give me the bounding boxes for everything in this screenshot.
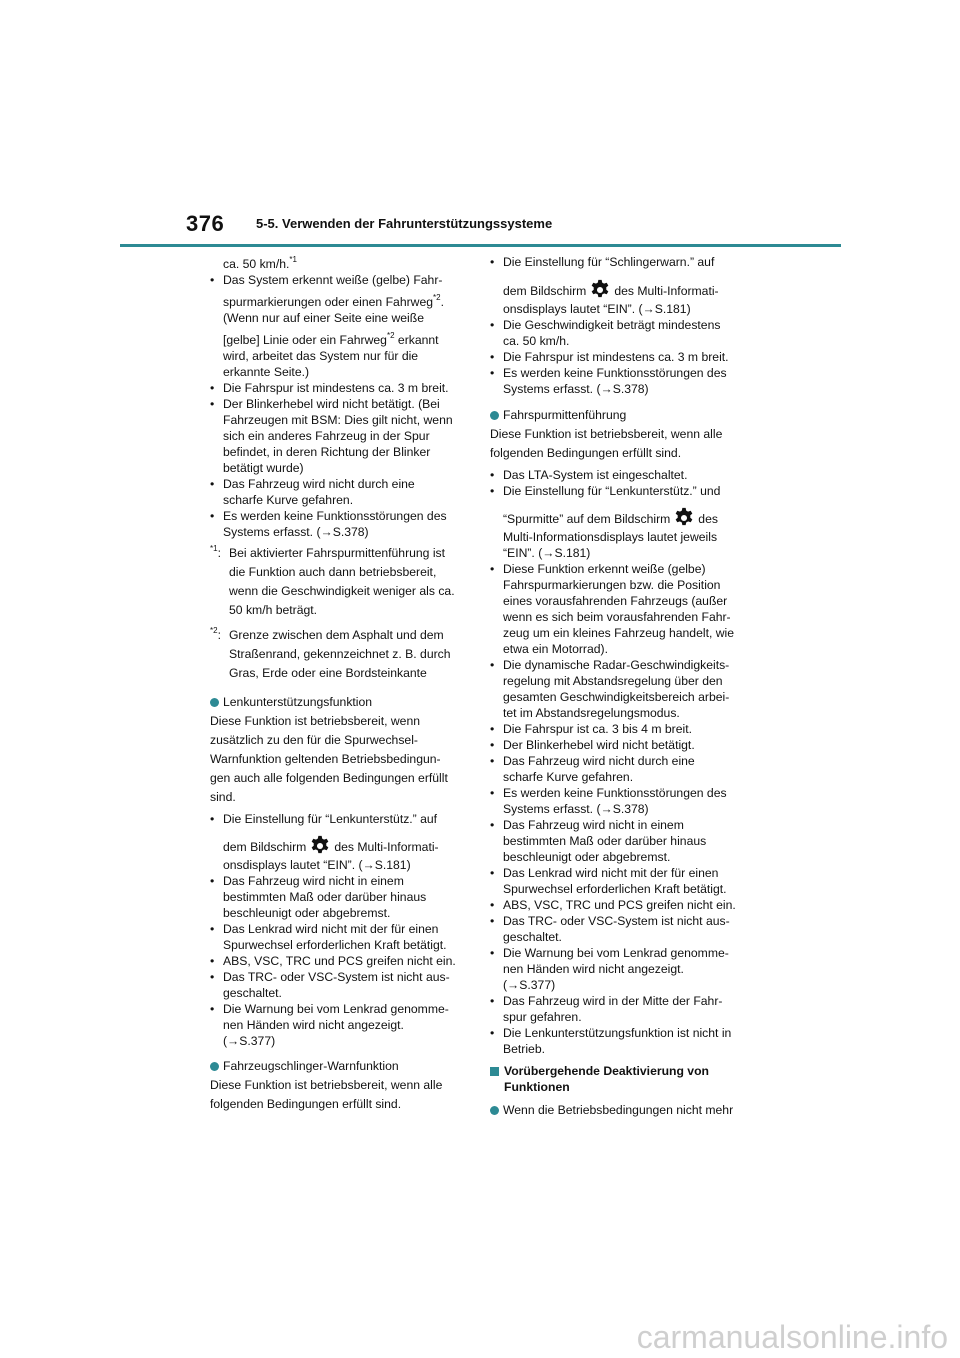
text-line: zeug um ein kleines Fahrzeug handelt, wie	[503, 626, 735, 640]
text-line: geschaltet.	[503, 930, 562, 944]
text-line: tet im Abstandsregelungsmodus.	[503, 706, 680, 720]
text-line: onsdisplays lautet “EIN”. (→S.181)	[223, 858, 411, 872]
subsection-heading: Wenn die Betriebsbedingungen nicht mehr	[490, 1101, 760, 1120]
paragraph-line: gen auch alle folgenden Bedingungen erfüllt	[210, 771, 448, 785]
text-line: [gelbe] Linie oder ein Fahrweg$^{*2}$ erkannt	[223, 331, 439, 347]
text-line: bestimmten Maß oder darüber hinaus	[503, 834, 707, 848]
list-item: • Das TRC- oder VSC-System ist nicht aus-	[490, 914, 730, 928]
list-item: • Das Fahrzeug wird nicht durch eine	[490, 754, 695, 768]
text-line: erkannte Seite.)	[223, 365, 310, 379]
list-item: • Das Lenkrad wird nicht mit der für einen	[490, 866, 719, 880]
list-item: • Das LTA-System ist eingeschaltet.	[490, 468, 688, 482]
text-line: nen Händen wird nicht angezeigt.	[503, 962, 684, 976]
footnote-line: Straßenrand, gekennzeichnet z. B. durch	[229, 647, 451, 661]
subsection-heading: Fahrzeugschlinger-Warnfunktion	[210, 1057, 472, 1076]
footnote-line: $^{*1}$: Bei aktivierter Fahrspurmittenführung ist	[210, 544, 446, 560]
list-item: • Die Warnung bei vom Lenkrad genomme-	[210, 1002, 449, 1016]
list-item: • Die Einstellung für “Schlingerwarn.” auf	[490, 255, 715, 269]
footnote-line: wenn die Geschwindigkeit weniger als ca.	[229, 584, 455, 598]
paragraph-line: Diese Funktion ist betriebsbereit, wenn alle	[490, 427, 723, 441]
text-line: scharfe Kurve gefahren.	[223, 493, 354, 507]
text-line: (→S.377)	[503, 978, 556, 992]
paragraph-line: folgenden Bedingungen erfüllt sind.	[490, 446, 682, 460]
text-line: dem Bildschirm des Multi-Informati-	[210, 835, 472, 857]
text-line: dem Bildschirm des Multi-Informati-	[490, 279, 760, 301]
text-line: befindet, in deren Richtung der Blinker	[223, 445, 431, 459]
gear-icon	[309, 835, 331, 857]
circle-bullet-icon	[490, 411, 499, 420]
list-item: • Das TRC- oder VSC-System ist nicht aus-	[210, 970, 450, 984]
footnote-2	[210, 626, 472, 683]
list-item: • Die Fahrspur ist mindestens ca. 3 m breit.	[210, 381, 449, 395]
circle-bullet-icon	[490, 1106, 499, 1115]
text-line: etwa ein Motorrad).	[503, 642, 608, 656]
circle-bullet-icon	[210, 698, 219, 707]
text-line: “EIN”. (→S.181)	[503, 546, 591, 560]
text-line: wenn es sich beim vorausfahrenden Fahr-	[503, 610, 731, 624]
footnote-line: 50 km/h beträgt.	[229, 603, 318, 617]
text-line: geschaltet.	[223, 986, 282, 1000]
list-item: • Es werden keine Funktionsstörungen des	[210, 509, 447, 523]
text-line: eines vorausfahrenden Fahrzeugs (außer	[503, 594, 728, 608]
list-item: • ABS, VSC, TRC und PCS greifen nicht ein.	[210, 954, 456, 968]
list-item: • Das Fahrzeug wird nicht in einem	[490, 818, 684, 832]
text-line: nen Händen wird nicht angezeigt.	[223, 1018, 404, 1032]
text-line: wird, arbeitet das System nur für die	[223, 349, 419, 363]
text-line: Spurwechsel erforderlichen Kraft betätigt.	[503, 882, 727, 896]
header-divider	[120, 244, 841, 247]
list-item: • Es werden keine Funktionsstörungen des	[490, 366, 727, 380]
text-line: Systems erfasst. (→S.378)	[223, 525, 369, 539]
text-line: Multi-Informationsdisplays lautet jeweils	[503, 530, 718, 544]
list-item: • ABS, VSC, TRC und PCS greifen nicht ein.	[490, 898, 736, 912]
list-item: • Das System erkennt weiße (gelbe) Fahr-	[210, 273, 443, 287]
right-column	[490, 254, 760, 1120]
text-line: ca. 50 km/h.$^{*1}$	[223, 255, 297, 271]
text-line: spur gefahren.	[503, 1010, 582, 1024]
footnote-line: die Funktion auch dann betriebsbereit,	[229, 565, 437, 579]
footnote-line: $^{*2}$: Grenze zwischen dem Asphalt und dem	[210, 626, 444, 642]
list-item: • Die Einstellung für “Lenkunterstütz.” auf	[210, 812, 438, 826]
text-line: gesamten Geschwindigkeitsbereich arbei-	[503, 690, 730, 704]
footnote-1	[210, 544, 472, 620]
list-item: • Der Blinkerhebel wird nicht betätigt. (Bei	[210, 397, 440, 411]
text-line: Fahrzeugen mit BSM: Dies gilt nicht, wenn	[223, 413, 453, 427]
paragraph-line: zusätzlich zu den für die Spurwechsel-	[210, 733, 418, 747]
list-item: • Die Lenkunterstützungsfunktion ist nicht in	[490, 1026, 732, 1040]
text-line: betätigt wurde)	[223, 461, 304, 475]
text-line: beschleunigt oder abgebremst.	[223, 906, 391, 920]
list-item: • Die Warnung bei vom Lenkrad genomme-	[490, 946, 729, 960]
paragraph-line: Diese Funktion ist betriebsbereit, wenn alle	[210, 1078, 443, 1092]
text-line: Betrieb.	[503, 1042, 546, 1056]
paragraph-line: folgenden Bedingungen erfüllt sind.	[210, 1097, 402, 1111]
square-bullet-icon	[490, 1067, 499, 1076]
list-item: • Die Fahrspur ist ca. 3 bis 4 m breit.	[490, 722, 692, 736]
gear-icon	[589, 279, 611, 301]
left-column	[210, 254, 472, 1114]
text-line: Fahrspurmarkierungen bzw. die Position	[503, 578, 721, 592]
text-line: regelung mit Abstandsregelung über den	[503, 674, 723, 688]
list-item: • Das Fahrzeug wird nicht in einem	[210, 874, 404, 888]
text-line: ca. 50 km/h.	[503, 334, 570, 348]
text-line: beschleunigt oder abgebremst.	[503, 850, 671, 864]
circle-bullet-icon	[210, 1062, 219, 1071]
watermark: carmanualsonline.info	[636, 1319, 948, 1355]
subsection-heading: Fahrspurmittenführung	[490, 406, 760, 425]
list-item: • Die Fahrspur ist mindestens ca. 3 m breit.	[490, 350, 729, 364]
list-item: • Die dynamische Radar-Geschwindigkeits-	[490, 658, 730, 672]
footnote-line: Gras, Erde oder eine Bordsteinkante	[229, 666, 427, 680]
text-line: bestimmten Maß oder darüber hinaus	[223, 890, 427, 904]
list-item: • Die Geschwindigkeit beträgt mindestens	[490, 318, 721, 332]
text-line: sich ein anderes Fahrzeug in der Spur	[223, 429, 430, 443]
subsection-heading: Lenkunterstützungsfunktion	[210, 693, 472, 712]
list-item: • Der Blinkerhebel wird nicht betätigt.	[490, 738, 695, 752]
text-line: “Spurmitte” auf dem Bildschirm des	[490, 507, 760, 529]
text-line: (→S.377)	[223, 1034, 276, 1048]
text-line: Systems erfasst. (→S.378)	[503, 802, 649, 816]
text-line: Systems erfasst. (→S.378)	[503, 382, 649, 396]
section-heading: Vorübergehende Deaktivierung von	[490, 1063, 760, 1079]
list-item: • Es werden keine Funktionsstörungen des	[490, 786, 727, 800]
section-title: 5-5. Verwenden der Fahrunterstützungssysteme	[256, 216, 553, 231]
page-number: 376	[186, 211, 225, 236]
paragraph-line: Diese Funktion ist betriebsbereit, wenn	[210, 714, 421, 728]
text-line: scharfe Kurve gefahren.	[503, 770, 634, 784]
list-item: • Das Fahrzeug wird nicht durch eine	[210, 477, 415, 491]
text-line: (Wenn nur auf einer Seite eine weiße	[223, 311, 424, 325]
list-item: • Das Fahrzeug wird in der Mitte der Fahr-	[490, 994, 723, 1008]
paragraph-line: sind.	[210, 790, 236, 804]
section-heading-cont: Funktionen	[504, 1080, 570, 1094]
gear-icon	[673, 507, 695, 529]
paragraph-line: Warnfunktion geltenden Betriebsbedingun-	[210, 752, 441, 766]
text-line: spurmarkierungen oder einen Fahrweg$^{*2}$.	[223, 293, 444, 309]
list-item: • Die Einstellung für “Lenkunterstütz.” und	[490, 484, 721, 498]
text-line: Spurwechsel erforderlichen Kraft betätigt.	[223, 938, 447, 952]
list-item: • Das Lenkrad wird nicht mit der für einen	[210, 922, 439, 936]
text-line: onsdisplays lautet “EIN”. (→S.181)	[503, 302, 691, 316]
list-item: • Diese Funktion erkennt weiße (gelbe)	[490, 562, 706, 576]
